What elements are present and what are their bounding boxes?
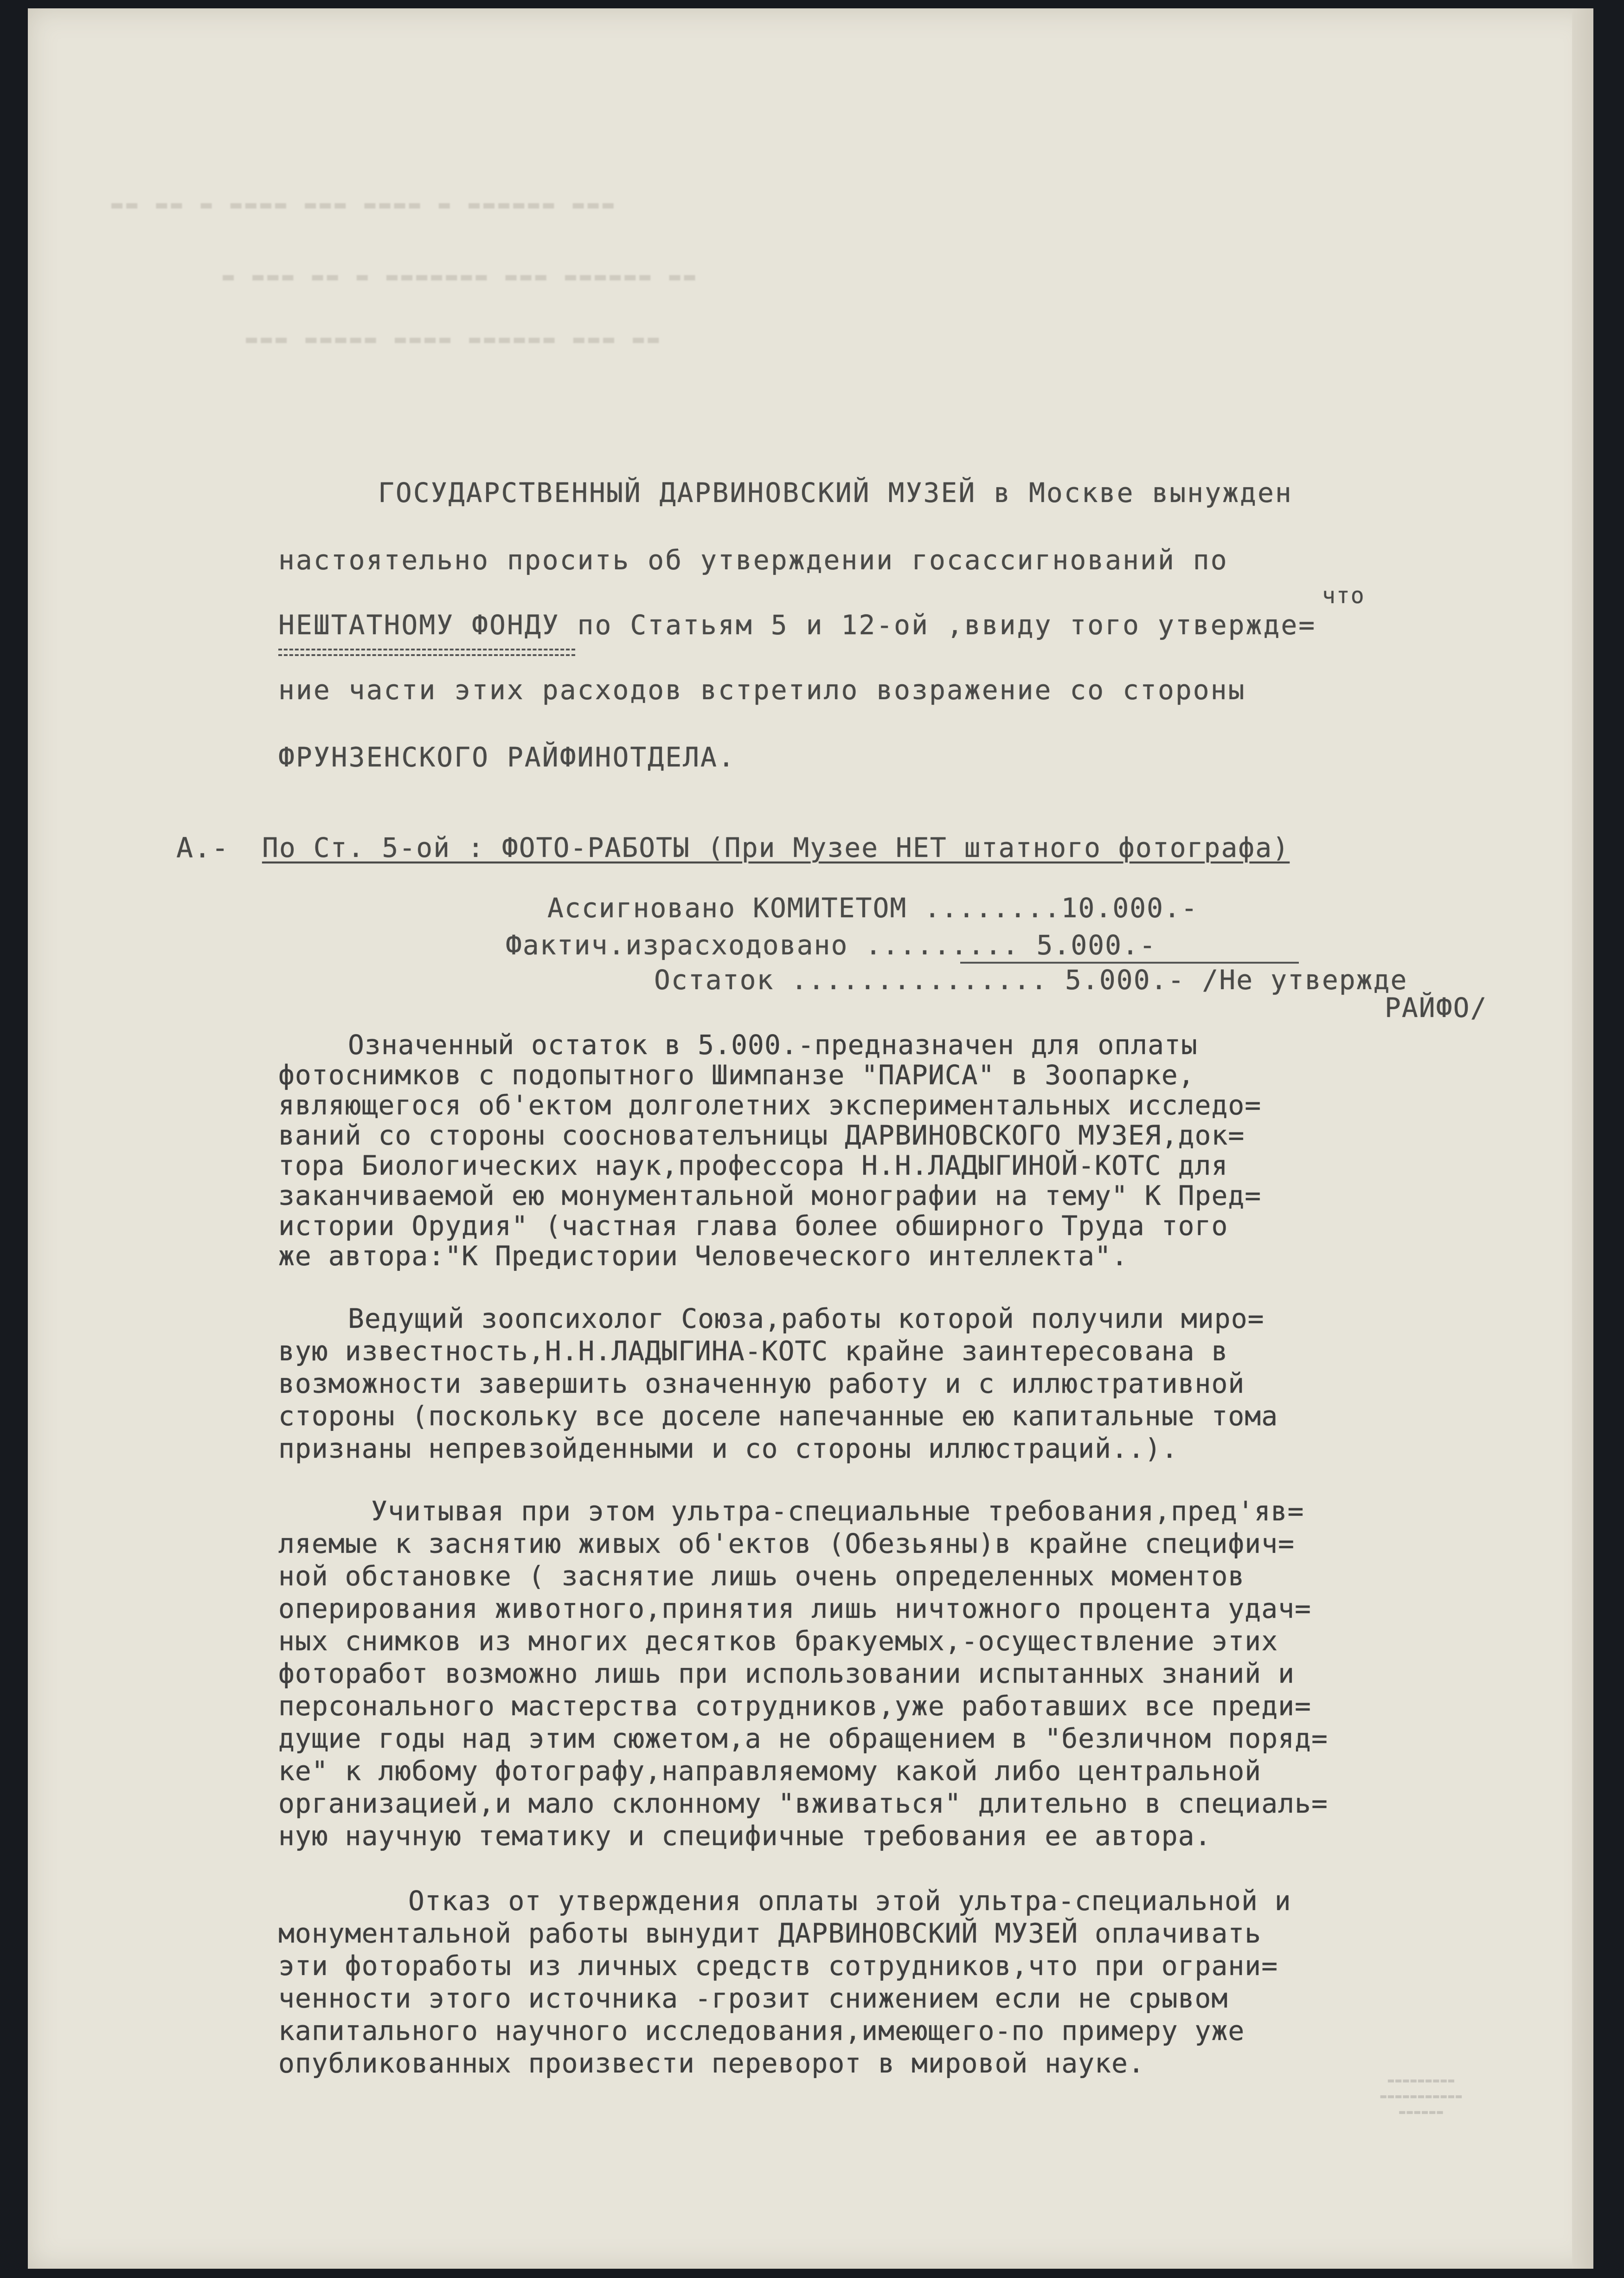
p1-line: являющегося об'ектом долголетних экспериментальных исследо=: [278, 1089, 1262, 1121]
p3-line: дущие годы над этим сюжетом,а не обращением в "безличном поряд=: [278, 1723, 1328, 1754]
p1-line: заканчиваемой ею монументальной монографии на тему" К Пред=: [278, 1180, 1262, 1211]
header-line-5: ФРУНЗЕНСКОГО РАЙФИНОТДЕЛА.: [278, 741, 736, 773]
p3-line: ной обстановке ( заснятие лишь очень определенных моментов: [278, 1560, 1245, 1592]
p1-line: Означенный остаток в 5.000.-предназначен для оплаты: [348, 1029, 1198, 1061]
show-through-marks: ▬▬ ▬▬ ▬ ▬▬▬▬ ▬▬▬ ▬▬▬▬ ▬ ▬▬▬▬▬▬ ▬▬▬: [111, 194, 617, 215]
p3-line: персонального мастерства сотрудников,уже работавших все преди=: [278, 1690, 1311, 1722]
budget-spent: Фактич.израсходовано ......... 5.000.-: [506, 929, 1156, 961]
faded-stamp-image: ▬▬▬▬▬▬▬▬▬ ▬▬▬▬▬▬▬▬▬▬▬ ▬▬▬▬▬▬: [1380, 2075, 1464, 2118]
p1-line: ваний со стороны сооснователъницы ДАРВИНОВСКОГО МУЗЕЯ,док=: [278, 1120, 1245, 1151]
p1-line: истории Орудия" (частная глава более обширного Труда того: [278, 1210, 1228, 1242]
p3-line: ную научную тематику и специфичные требования ее автора.: [278, 1820, 1212, 1852]
p2-line: стороны (поскольку все доселе напечанные ею капитальные тома: [278, 1400, 1278, 1432]
fund-underline: [278, 649, 575, 650]
p3-line: ке" к любому фотографу,направляемому какой либо центральной: [278, 1755, 1262, 1787]
p1-line: же автора:"К Предистории Человеческого интеллекта".: [278, 1240, 1128, 1272]
p3-line: ных снимков из многих десятков бракуемых,-осуществление этих: [278, 1625, 1278, 1657]
p1-line: тора Биологических наук,профессора Н.Н.ЛАДЫГИНОЙ-КОТС для: [278, 1150, 1228, 1181]
p4-line: монументальной работы вынудит ДАРВИНОВСКИЙ МУЗЕЙ оплачивать: [278, 1918, 1262, 1949]
p4-line: ченности этого источника -грозит снижением если не срывом: [278, 1982, 1228, 2014]
p3-line: ляемые к заснятию живых об'ектов (Обезьяны)в крайне специфич=: [278, 1528, 1295, 1559]
fund-underline-2: [278, 654, 575, 656]
show-through-marks: ▬▬▬ ▬▬▬▬▬ ▬▬▬▬ ▬▬▬▬▬▬ ▬▬▬ ▬▬: [246, 328, 663, 350]
section-a-prefix: А.-: [176, 832, 230, 864]
p3-line: оперирования животного,принятия лишь ничтожного процента удач=: [278, 1593, 1311, 1624]
p3-line: Учитывая при этом ультра-специальные требования,пред'яв=: [371, 1495, 1304, 1527]
budget-assigned: Ассигновано КОМИТЕТОМ ........10.000.-: [547, 892, 1198, 924]
p2-line: Ведущий зоопсихолог Союза,работы которой получили миро=: [348, 1303, 1265, 1334]
p3-line: организацией,и мало склонному "вживаться" длительно в специаль=: [278, 1788, 1328, 1819]
p2-line: вую известность,Н.Н.ЛАДЫГИНА-КОТС крайне заинтересована в: [278, 1335, 1228, 1367]
paper-edge: [1572, 8, 1593, 2269]
p4-line: капитального научного исследования,имеющего-по примеру уже: [278, 2015, 1245, 2046]
p1-line: фотоснимков с подопытного Шимпанзе "ПАРИСА" в Зоопарке,: [278, 1059, 1195, 1091]
p2-line: признаны непревзойденными и со стороны иллюстраций..).: [278, 1433, 1178, 1464]
header-line-3: НЕШТАТНОМУ ФОНДУ по Статьям 5 и 12-ой ,ввиду того утвержде=: [278, 609, 1316, 641]
p3-line: фоторабот возможно лишь при использовании испытанных знаний и: [278, 1658, 1295, 1689]
p4-line: опубликованных произвести переворот в мировой науке.: [278, 2047, 1145, 2079]
document-sheet: [28, 8, 1593, 2269]
p4-line: Отказ от утверждения оплаты этой ультра-специальной и: [408, 1885, 1291, 1917]
header-line-1: ГОСУДАРСТВЕННЫЙ ДАРВИНОВСКИЙ МУЗЕЙ в Москве вынужден: [378, 477, 1293, 508]
section-a-heading: По Ст. 5-ой : ФОТО-РАБОТЫ (При Музее НЕТ штатного фотографа): [262, 832, 1290, 863]
p2-line: возможности завершить означенную работу и с иллюстративной: [278, 1368, 1245, 1399]
budget-spent-underline: [960, 962, 1299, 964]
header-insert-word: что: [1322, 583, 1365, 609]
p4-line: эти фотоработы из личных средств сотрудников,что при ограни=: [278, 1950, 1278, 1982]
header-line-2: настоятельно просить об утверждении госассигнований по: [278, 544, 1228, 576]
show-through-marks: ▬ ▬▬▬ ▬▬ ▬ ▬▬▬▬▬▬▬ ▬▬▬ ▬▬▬▬▬▬ ▬▬: [223, 266, 699, 287]
header-line-4: ние части этих расходов встретило возражение со стороны: [278, 674, 1246, 706]
budget-remaining: Остаток ............... 5.000.- /Не утвержде: [654, 964, 1408, 996]
budget-remaining-note: РАЙФО/: [1385, 992, 1488, 1023]
